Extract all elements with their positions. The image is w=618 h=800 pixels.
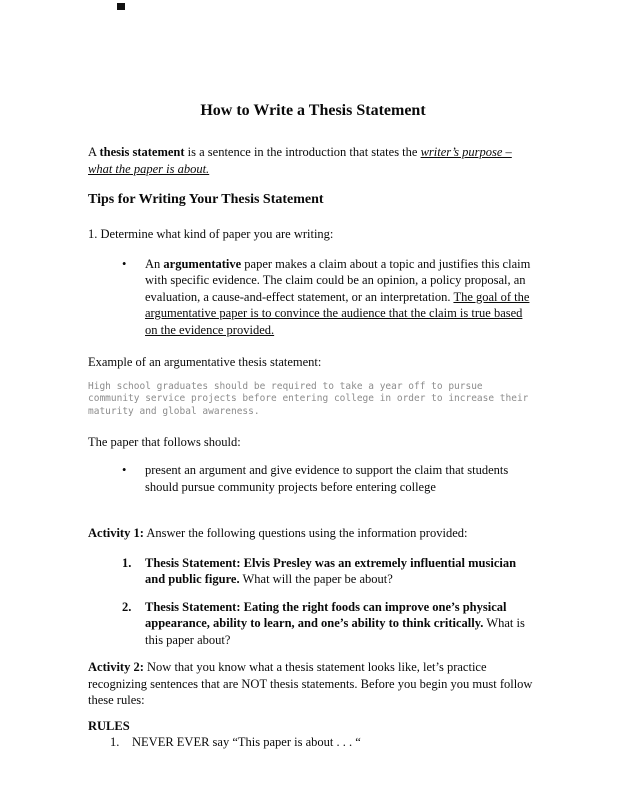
argumentative-bullet-text xyxy=(145,256,538,339)
question1-prompt: What will the paper be about? xyxy=(239,572,393,587)
intro-seg1: A xyxy=(88,145,100,159)
rule-text: NEVER EVER say “This paper is about . . . “ xyxy=(132,735,361,750)
follows-label: The paper that follows should: xyxy=(88,434,241,449)
bullet-icon: • xyxy=(122,463,127,478)
page-title: How to Write a Thesis Statement xyxy=(200,102,426,119)
arg-seg3: paper makes a claim about a topic and justifies this claim with specific evidence. The claim could be an opinion, a policy proposal, an evaluation, a cause-and-effect statement, or an interpretation. xyxy=(145,256,531,304)
follows-bullet-text: present an argument and give evidence to support the claim that students should pursue community projects before entering college xyxy=(145,463,509,494)
intro-seg3: is a sentence in the introduction that states the xyxy=(184,145,421,159)
tips-heading: Tips for Writing Your Thesis Statement xyxy=(88,192,324,207)
activity1-label: Activity 1: xyxy=(88,526,144,541)
activity2-label: Activity 2: xyxy=(88,660,144,675)
goal-underlined-phrase: The goal of the argumentative paper is to convince the audience that the claim is true based on the evidence provided. xyxy=(145,289,530,337)
rule-number: 1. xyxy=(110,735,120,750)
example-label: Example of an argumentative thesis statement: xyxy=(88,355,322,369)
question-text xyxy=(145,599,538,649)
activity2-text: Now that you know what a thesis statement looks like, let’s practice recognizing sentences that are NOT thesis statements. Before you begin you must follow these rules: xyxy=(88,660,533,708)
argumentative-bullet-item xyxy=(88,256,538,339)
activity1-text: Answer the following questions using the information provided: xyxy=(143,526,468,541)
question-number: 1. xyxy=(122,555,132,570)
activity1-paragraph xyxy=(88,525,538,542)
question2-prompt: What is this paper about? xyxy=(145,616,525,647)
step1-line: 1. Determine what kind of paper you are writing: xyxy=(88,227,334,241)
bullet-icon: • xyxy=(122,256,127,271)
arg-seg1: An xyxy=(145,256,164,271)
intro-paragraph xyxy=(88,144,538,177)
example-thesis-text: High school graduates should be required to take a year off to pursue community service projects before entering college in order to increase their maturity and global awareness. xyxy=(88,380,529,418)
rule-item-1 xyxy=(88,734,538,751)
question-item-2 xyxy=(88,599,538,649)
follows-bullet-item xyxy=(88,462,538,495)
writers-purpose-phrase: writer’s purpose – what the paper is about. xyxy=(88,145,512,176)
thesis-statement-term: thesis statement xyxy=(99,145,185,159)
rules-heading: RULES xyxy=(88,718,130,733)
activity2-paragraph xyxy=(88,659,538,709)
question-text xyxy=(145,555,538,588)
question-number: 2. xyxy=(122,599,132,614)
question-item-1 xyxy=(88,555,538,588)
question2-thesis: Thesis Statement: Eating the right foods can improve one’s physical appearance, ability to learn, and one’s ability to think critically. xyxy=(145,599,507,631)
question1-thesis: Thesis Statement: Elvis Presley was an extremely influential musician and public figure. xyxy=(145,555,517,587)
argumentative-term: argumentative xyxy=(163,256,242,271)
scan-artifact xyxy=(117,3,125,10)
